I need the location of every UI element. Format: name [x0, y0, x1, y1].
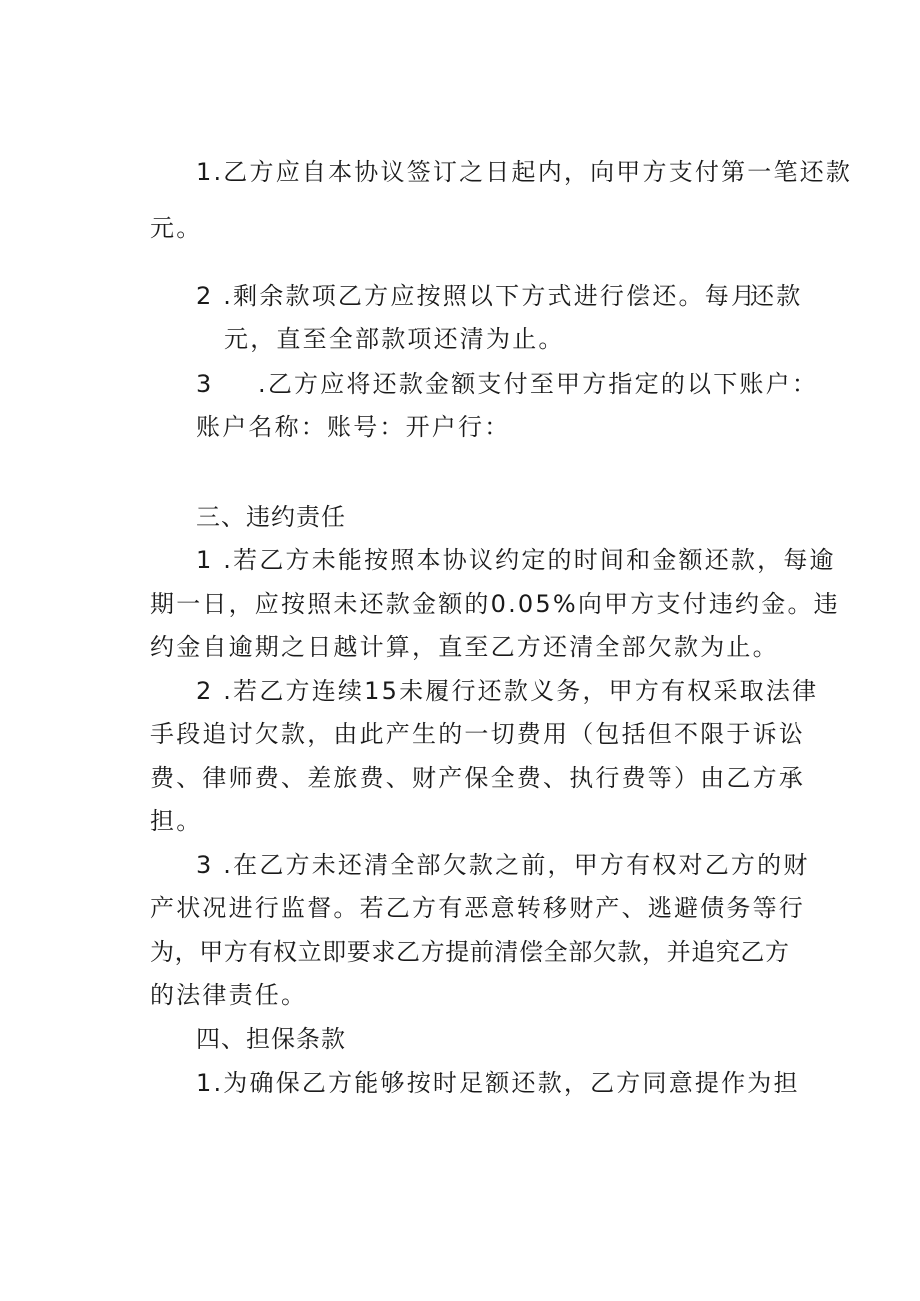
breach-item-2-line-3: 费、律师费、差旅费、财产保全费、执行费等）由乙方承 — [150, 764, 805, 792]
guarantee-item-1-line-1: 1.为确保乙方能够按时足额还款，乙方同意提作为担 — [196, 1069, 800, 1097]
payment-item-3-line-1: .乙方应将还款金额支付至甲方指定的以下账户： — [258, 370, 819, 398]
breach-item-1-line-1: 1 .若乙方未能按照本协议约定的时间和金额还款，每逾 — [196, 546, 836, 574]
breach-item-2-line-2: 手段追讨欠款，由此产生的一切费用（包括但不限于诉讼 — [150, 720, 805, 748]
payment-item-2-line-1: 2 .剩余款项乙方应按照以下方式进行偿还。每月 — [196, 282, 758, 310]
payment-item-1-line-2: 元。 — [150, 214, 203, 242]
section-4-heading: 四、担保条款 — [196, 1025, 346, 1053]
payment-item-1-line-1: 1.乙方应自本协议签订之日起内，向甲方支付第一笔还款 — [196, 158, 853, 186]
payment-item-2-line-2: 元，直至全部款项还清为止。 — [224, 325, 565, 353]
breach-item-3-line-4: 的法律责任。 — [150, 981, 308, 1009]
breach-item-2-line-1: 2 .若乙方连续15未履行还款义务，甲方有权采取法律 — [196, 677, 819, 705]
breach-item-3-line-2: 产状况进行监督。若乙方有恶意转移财产、逃避债务等行 — [150, 894, 805, 922]
breach-item-3-line-3: 为，甲方有权立即要求乙方提前清偿全部欠款，并追究乙方 — [150, 938, 790, 966]
payment-item-3-line-2: 账户名称：账号：开户行： — [196, 413, 511, 441]
breach-item-2-line-4: 担。 — [150, 807, 203, 835]
breach-item-1-line-2: 期一日，应按照未还款金额的0.05%向甲方支付违约金。违 — [150, 590, 840, 618]
breach-item-1-line-3: 约金自逾期之日越计算，直至乙方还清全部欠款为止。 — [150, 633, 779, 661]
breach-item-3-line-1: 3 .在乙方未还清全部欠款之前，甲方有权对乙方的财 — [196, 851, 810, 879]
section-3-heading: 三、违约责任 — [196, 503, 346, 531]
payment-item-2-line-1-tail: 还款 — [750, 282, 803, 310]
payment-item-3-number: 3 — [196, 370, 214, 398]
